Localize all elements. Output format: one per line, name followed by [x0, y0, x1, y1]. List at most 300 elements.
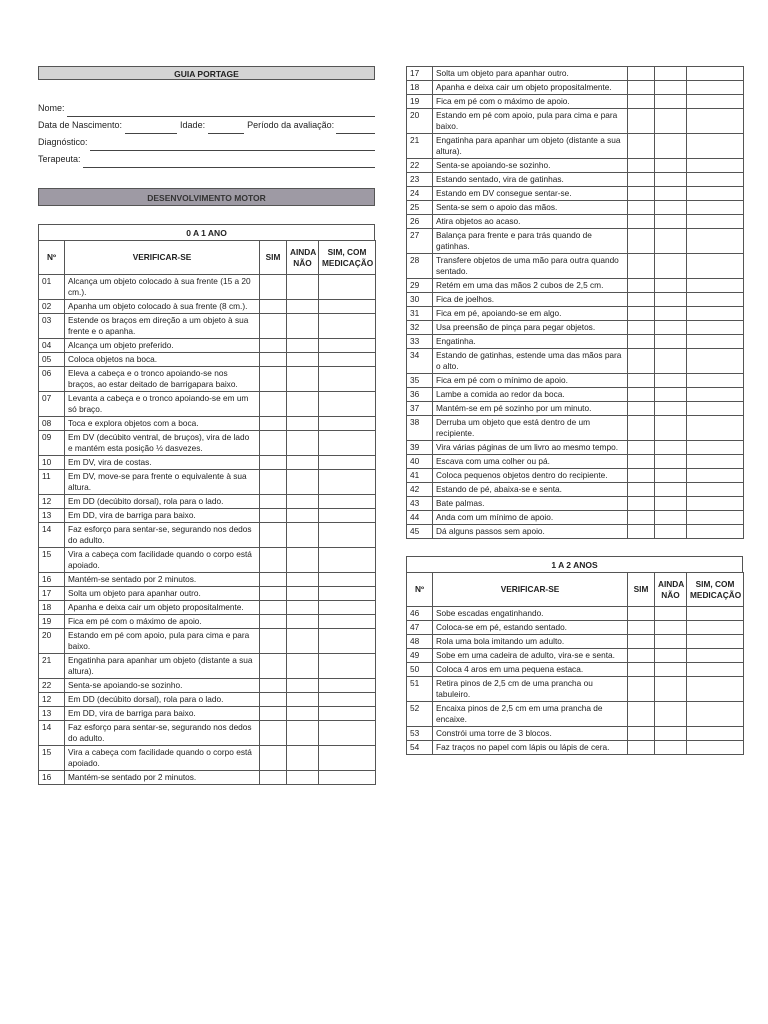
- sim-cell[interactable]: [628, 159, 655, 173]
- table-row: [39, 509, 376, 523]
- sim-cell[interactable]: [260, 300, 287, 314]
- ainda-nao-cell[interactable]: [655, 95, 687, 109]
- sim-cell[interactable]: [628, 469, 655, 483]
- ainda-nao-cell[interactable]: [655, 455, 687, 469]
- sim-com-medicacao-cell[interactable]: [319, 771, 376, 785]
- sim-com-medicacao-cell[interactable]: [687, 635, 744, 649]
- sim-com-medicacao-cell[interactable]: [687, 173, 744, 187]
- table-row: [407, 416, 744, 441]
- item-number: 14: [39, 523, 65, 548]
- sim-com-medicacao-cell[interactable]: [319, 456, 376, 470]
- sim-com-medicacao-cell[interactable]: [319, 392, 376, 417]
- sim-com-medicacao-cell[interactable]: [319, 470, 376, 495]
- sim-cell[interactable]: [628, 215, 655, 229]
- sim-cell[interactable]: [628, 702, 655, 727]
- sim-cell[interactable]: [628, 173, 655, 187]
- ainda-nao-cell[interactable]: [655, 483, 687, 497]
- sim-com-medicacao-cell[interactable]: [687, 293, 744, 307]
- document-title: GUIA PORTAGE: [38, 66, 375, 80]
- ainda-nao-cell[interactable]: [287, 353, 319, 367]
- item-number: 37: [407, 402, 433, 416]
- checklist-table-left: [38, 240, 376, 785]
- item-number: 08: [39, 417, 65, 431]
- sim-cell[interactable]: [260, 470, 287, 495]
- sim-com-medicacao-cell[interactable]: [687, 441, 744, 455]
- sim-com-medicacao-cell[interactable]: [687, 497, 744, 511]
- sim-cell[interactable]: [260, 367, 287, 392]
- sim-com-medicacao-cell[interactable]: [687, 388, 744, 402]
- sim-com-medicacao-cell[interactable]: [687, 279, 744, 293]
- sim-com-medicacao-cell[interactable]: [319, 509, 376, 523]
- sim-cell[interactable]: [260, 417, 287, 431]
- ainda-nao-cell[interactable]: [655, 293, 687, 307]
- item-description: Coloca 4 aros em uma pequena estaca.: [433, 663, 628, 677]
- item-number: 19: [407, 95, 433, 109]
- sim-cell[interactable]: [260, 548, 287, 573]
- table-row: [39, 629, 376, 654]
- ainda-nao-cell[interactable]: [655, 741, 687, 755]
- sim-com-medicacao-cell[interactable]: [687, 67, 744, 81]
- sim-cell[interactable]: [628, 349, 655, 374]
- sim-cell[interactable]: [628, 727, 655, 741]
- item-description: Em DV, vira de costas.: [65, 456, 260, 470]
- ainda-nao-cell[interactable]: [287, 587, 319, 601]
- ainda-nao-cell[interactable]: [287, 470, 319, 495]
- sim-cell[interactable]: [260, 339, 287, 353]
- item-number: 01: [39, 275, 65, 300]
- ainda-nao-cell[interactable]: [287, 314, 319, 339]
- ainda-nao-cell[interactable]: [287, 495, 319, 509]
- ainda-nao-cell[interactable]: [655, 229, 687, 254]
- sim-cell[interactable]: [628, 455, 655, 469]
- ainda-nao-cell[interactable]: [287, 746, 319, 771]
- sim-com-medicacao-cell[interactable]: [687, 187, 744, 201]
- sim-com-medicacao-cell[interactable]: [319, 548, 376, 573]
- item-description: Coloca pequenos objetos dentro do recipiente.: [433, 469, 628, 483]
- sim-cell[interactable]: [628, 635, 655, 649]
- therapist-field[interactable]: [83, 156, 375, 168]
- item-number: 32: [407, 321, 433, 335]
- sim-com-medicacao-cell[interactable]: [319, 587, 376, 601]
- sim-com-medicacao-cell[interactable]: [687, 727, 744, 741]
- sim-cell[interactable]: [260, 601, 287, 615]
- period-field[interactable]: [336, 122, 375, 134]
- ainda-nao-cell[interactable]: [655, 497, 687, 511]
- table-row: [39, 587, 376, 601]
- table-row: [407, 469, 744, 483]
- ainda-nao-cell[interactable]: [655, 649, 687, 663]
- item-number: 36: [407, 388, 433, 402]
- item-description: Dá alguns passos sem apoio.: [433, 525, 628, 539]
- ainda-nao-cell[interactable]: [287, 615, 319, 629]
- ainda-nao-cell[interactable]: [287, 339, 319, 353]
- sim-com-medicacao-cell[interactable]: [687, 81, 744, 95]
- dob-field[interactable]: [125, 122, 177, 134]
- sim-com-medicacao-cell[interactable]: [319, 679, 376, 693]
- ainda-nao-cell[interactable]: [655, 525, 687, 539]
- sim-cell[interactable]: [260, 314, 287, 339]
- item-number: 15: [39, 746, 65, 771]
- ainda-nao-cell[interactable]: [655, 663, 687, 677]
- item-number: 09: [39, 431, 65, 456]
- sim-com-medicacao-cell[interactable]: [687, 677, 744, 702]
- ainda-nao-cell[interactable]: [287, 721, 319, 746]
- sim-cell[interactable]: [628, 95, 655, 109]
- item-number: 25: [407, 201, 433, 215]
- item-number: 14: [39, 721, 65, 746]
- sim-cell[interactable]: [628, 525, 655, 539]
- sim-cell[interactable]: [628, 254, 655, 279]
- ainda-nao-cell[interactable]: [287, 392, 319, 417]
- header-ainda: AINDA NÃO: [655, 573, 687, 607]
- sim-cell[interactable]: [628, 649, 655, 663]
- ainda-nao-cell[interactable]: [655, 677, 687, 702]
- table-row: [407, 109, 744, 134]
- item-number: 12: [39, 495, 65, 509]
- item-description: Mantém-se em pé sozinho por um minuto.: [433, 402, 628, 416]
- item-number: 03: [39, 314, 65, 339]
- sim-com-medicacao-cell[interactable]: [687, 741, 744, 755]
- sim-com-medicacao-cell[interactable]: [319, 615, 376, 629]
- ainda-nao-cell[interactable]: [655, 388, 687, 402]
- sim-com-medicacao-cell[interactable]: [319, 707, 376, 721]
- item-description: Mantém-se sentado por 2 minutos.: [65, 573, 260, 587]
- table-row: [407, 254, 744, 279]
- ainda-nao-cell[interactable]: [655, 173, 687, 187]
- table-row: [407, 663, 744, 677]
- ainda-nao-cell[interactable]: [287, 456, 319, 470]
- table-row: [407, 187, 744, 201]
- sim-cell[interactable]: [628, 134, 655, 159]
- therapist-label: Terapeuta:: [38, 154, 81, 164]
- table-row: [39, 679, 376, 693]
- ainda-nao-cell[interactable]: [287, 275, 319, 300]
- sim-cell[interactable]: [260, 392, 287, 417]
- sim-com-medicacao-cell[interactable]: [687, 402, 744, 416]
- ainda-nao-cell[interactable]: [287, 629, 319, 654]
- table-row: [407, 727, 744, 741]
- sim-com-medicacao-cell[interactable]: [687, 321, 744, 335]
- item-number: 44: [407, 511, 433, 525]
- item-number: 51: [407, 677, 433, 702]
- ainda-nao-cell[interactable]: [287, 509, 319, 523]
- sim-com-medicacao-cell[interactable]: [687, 159, 744, 173]
- sim-cell[interactable]: [260, 573, 287, 587]
- sim-com-medicacao-cell[interactable]: [319, 431, 376, 456]
- sim-cell[interactable]: [260, 495, 287, 509]
- item-number: 31: [407, 307, 433, 321]
- table-row: [39, 392, 376, 417]
- header-num: Nº: [39, 241, 65, 275]
- table-row: [39, 456, 376, 470]
- sim-com-medicacao-cell[interactable]: [687, 416, 744, 441]
- sim-com-medicacao-cell[interactable]: [687, 455, 744, 469]
- sim-cell[interactable]: [260, 431, 287, 456]
- table-row: [407, 293, 744, 307]
- sim-cell[interactable]: [260, 353, 287, 367]
- sim-cell[interactable]: [628, 67, 655, 81]
- sim-com-medicacao-cell[interactable]: [687, 374, 744, 388]
- sim-com-medicacao-cell[interactable]: [319, 300, 376, 314]
- table-row: [39, 548, 376, 573]
- sim-cell[interactable]: [628, 374, 655, 388]
- ainda-nao-cell[interactable]: [655, 635, 687, 649]
- sim-cell[interactable]: [628, 607, 655, 621]
- table-row: [407, 702, 744, 727]
- left-column: [38, 66, 375, 785]
- sim-com-medicacao-cell[interactable]: [319, 314, 376, 339]
- item-description: Estando de pé, abaixa-se e senta.: [433, 483, 628, 497]
- item-description: Vira a cabeça com facilidade quando o corpo está apoiado.: [65, 746, 260, 771]
- item-description: Lambe a comida ao redor da boca.: [433, 388, 628, 402]
- item-description: Apanha e deixa cair um objeto propositalmente.: [65, 601, 260, 615]
- ainda-nao-cell[interactable]: [655, 621, 687, 635]
- sim-com-medicacao-cell[interactable]: [319, 353, 376, 367]
- sim-com-medicacao-cell[interactable]: [687, 649, 744, 663]
- sim-cell[interactable]: [628, 293, 655, 307]
- sim-com-medicacao-cell[interactable]: [687, 215, 744, 229]
- table-row: [39, 601, 376, 615]
- age-field[interactable]: [208, 122, 244, 134]
- ainda-nao-cell[interactable]: [655, 511, 687, 525]
- sim-com-medicacao-cell[interactable]: [319, 601, 376, 615]
- sim-cell[interactable]: [260, 509, 287, 523]
- sim-com-medicacao-cell[interactable]: [687, 702, 744, 727]
- ainda-nao-cell[interactable]: [287, 654, 319, 679]
- sim-com-medicacao-cell[interactable]: [687, 511, 744, 525]
- sim-com-medicacao-cell[interactable]: [687, 134, 744, 159]
- table-row: [407, 511, 744, 525]
- sim-com-medicacao-cell[interactable]: [319, 417, 376, 431]
- sim-com-medicacao-cell[interactable]: [687, 663, 744, 677]
- ainda-nao-cell[interactable]: [287, 367, 319, 392]
- item-number: 22: [407, 159, 433, 173]
- ainda-nao-cell[interactable]: [655, 254, 687, 279]
- item-description: Estando em pé com apoio, pula para cima e para baixo.: [65, 629, 260, 654]
- table-row: [407, 229, 744, 254]
- ainda-nao-cell[interactable]: [655, 416, 687, 441]
- sim-com-medicacao-cell[interactable]: [687, 349, 744, 374]
- ainda-nao-cell[interactable]: [655, 109, 687, 134]
- ainda-nao-cell[interactable]: [287, 300, 319, 314]
- ainda-nao-cell[interactable]: [655, 159, 687, 173]
- sim-cell[interactable]: [628, 388, 655, 402]
- sim-cell[interactable]: [628, 663, 655, 677]
- ainda-nao-cell[interactable]: [655, 134, 687, 159]
- sim-cell[interactable]: [628, 441, 655, 455]
- table-row: [39, 746, 376, 771]
- name-label: Nome:: [38, 103, 65, 113]
- sim-cell[interactable]: [628, 229, 655, 254]
- item-description: Bate palmas.: [433, 497, 628, 511]
- table-row: [407, 67, 744, 81]
- item-number: 19: [39, 615, 65, 629]
- item-number: 47: [407, 621, 433, 635]
- item-number: 16: [39, 573, 65, 587]
- sim-cell[interactable]: [260, 615, 287, 629]
- ainda-nao-cell[interactable]: [655, 727, 687, 741]
- sim-cell[interactable]: [628, 511, 655, 525]
- ainda-nao-cell[interactable]: [655, 81, 687, 95]
- sim-cell[interactable]: [260, 629, 287, 654]
- ainda-nao-cell[interactable]: [655, 349, 687, 374]
- table-row: [407, 402, 744, 416]
- table-row: [407, 607, 744, 621]
- name-field[interactable]: [67, 105, 375, 117]
- ainda-nao-cell[interactable]: [655, 402, 687, 416]
- ainda-nao-cell[interactable]: [287, 771, 319, 785]
- sim-com-medicacao-cell[interactable]: [319, 573, 376, 587]
- ainda-nao-cell[interactable]: [655, 201, 687, 215]
- item-description: Usa preensão de pinça para pegar objetos.: [433, 321, 628, 335]
- sim-cell[interactable]: [628, 621, 655, 635]
- sim-cell[interactable]: [628, 81, 655, 95]
- ainda-nao-cell[interactable]: [655, 607, 687, 621]
- sim-com-medicacao-cell[interactable]: [319, 693, 376, 707]
- sim-cell[interactable]: [260, 275, 287, 300]
- ainda-nao-cell[interactable]: [655, 702, 687, 727]
- sim-cell[interactable]: [628, 483, 655, 497]
- ainda-nao-cell[interactable]: [287, 523, 319, 548]
- ainda-nao-cell[interactable]: [655, 374, 687, 388]
- age-label: Idade:: [180, 120, 206, 130]
- sim-cell[interactable]: [260, 654, 287, 679]
- sim-cell[interactable]: [260, 707, 287, 721]
- header-verify: VERIFICAR-SE: [433, 573, 628, 607]
- sim-cell[interactable]: [260, 693, 287, 707]
- dob-line: [38, 117, 375, 134]
- ainda-nao-cell[interactable]: [655, 441, 687, 455]
- sim-cell[interactable]: [628, 741, 655, 755]
- sim-com-medicacao-cell[interactable]: [687, 95, 744, 109]
- sim-cell[interactable]: [628, 187, 655, 201]
- sim-com-medicacao-cell[interactable]: [687, 109, 744, 134]
- table-row: [407, 279, 744, 293]
- ainda-nao-cell[interactable]: [655, 215, 687, 229]
- ainda-nao-cell[interactable]: [287, 601, 319, 615]
- table-row: [407, 483, 744, 497]
- ainda-nao-cell[interactable]: [287, 679, 319, 693]
- item-description: Senta-se apoiando-se sozinho.: [65, 679, 260, 693]
- ainda-nao-cell[interactable]: [287, 548, 319, 573]
- item-number: 07: [39, 392, 65, 417]
- table-row: [39, 771, 376, 785]
- ainda-nao-cell[interactable]: [287, 573, 319, 587]
- sim-com-medicacao-cell[interactable]: [687, 483, 744, 497]
- sim-com-medicacao-cell[interactable]: [319, 495, 376, 509]
- item-number: 35: [407, 374, 433, 388]
- sim-cell[interactable]: [628, 677, 655, 702]
- item-description: Estando sentado, vira de gatinhas.: [433, 173, 628, 187]
- item-description: Em DD, vira de barriga para baixo.: [65, 707, 260, 721]
- sim-com-medicacao-cell[interactable]: [319, 721, 376, 746]
- sim-cell[interactable]: [628, 321, 655, 335]
- sim-cell[interactable]: [628, 335, 655, 349]
- sim-com-medicacao-cell[interactable]: [687, 229, 744, 254]
- sim-cell[interactable]: [628, 109, 655, 134]
- sim-cell[interactable]: [260, 679, 287, 693]
- sim-cell[interactable]: [628, 201, 655, 215]
- sim-com-medicacao-cell[interactable]: [319, 629, 376, 654]
- ainda-nao-cell[interactable]: [655, 187, 687, 201]
- sim-com-medicacao-cell[interactable]: [687, 307, 744, 321]
- item-number: 26: [407, 215, 433, 229]
- item-description: Sobe escadas engatinhando.: [433, 607, 628, 621]
- sim-com-medicacao-cell[interactable]: [687, 469, 744, 483]
- sim-com-medicacao-cell[interactable]: [687, 254, 744, 279]
- sim-com-medicacao-cell[interactable]: [687, 621, 744, 635]
- table-row: [39, 339, 376, 353]
- item-description: Engatinha.: [433, 335, 628, 349]
- diagnosis-field[interactable]: [90, 139, 375, 151]
- item-number: 18: [407, 81, 433, 95]
- sim-com-medicacao-cell[interactable]: [319, 523, 376, 548]
- sim-cell[interactable]: [260, 523, 287, 548]
- sim-com-medicacao-cell[interactable]: [319, 746, 376, 771]
- sim-cell[interactable]: [260, 771, 287, 785]
- ainda-nao-cell[interactable]: [655, 335, 687, 349]
- table-row: [39, 353, 376, 367]
- ainda-nao-cell[interactable]: [655, 321, 687, 335]
- sim-cell[interactable]: [260, 587, 287, 601]
- ainda-nao-cell[interactable]: [655, 279, 687, 293]
- table-row: [39, 431, 376, 456]
- table-row: [407, 374, 744, 388]
- sim-com-medicacao-cell[interactable]: [687, 607, 744, 621]
- sim-com-medicacao-cell[interactable]: [319, 654, 376, 679]
- item-number: 49: [407, 649, 433, 663]
- item-description: Em DD (decúbito dorsal), rola para o lado.: [65, 495, 260, 509]
- sim-com-medicacao-cell[interactable]: [687, 335, 744, 349]
- item-description: Em DD (decúbito dorsal), rola para o lado.: [65, 693, 260, 707]
- sim-cell[interactable]: [628, 307, 655, 321]
- sim-com-medicacao-cell[interactable]: [319, 275, 376, 300]
- ainda-nao-cell[interactable]: [287, 417, 319, 431]
- item-number: 30: [407, 293, 433, 307]
- sim-cell[interactable]: [260, 746, 287, 771]
- ainda-nao-cell[interactable]: [287, 431, 319, 456]
- sim-com-medicacao-cell[interactable]: [687, 525, 744, 539]
- sim-cell[interactable]: [628, 279, 655, 293]
- ainda-nao-cell[interactable]: [655, 307, 687, 321]
- sim-cell[interactable]: [628, 402, 655, 416]
- sim-cell[interactable]: [628, 497, 655, 511]
- ainda-nao-cell[interactable]: [655, 67, 687, 81]
- header-sim-med: SIM, COM MEDICAÇÃO: [319, 241, 376, 275]
- ainda-nao-cell[interactable]: [655, 469, 687, 483]
- table-row: [39, 693, 376, 707]
- table-row: [407, 81, 744, 95]
- period-label: Período da avaliação:: [247, 120, 335, 130]
- sim-com-medicacao-cell[interactable]: [319, 339, 376, 353]
- sim-cell[interactable]: [628, 416, 655, 441]
- item-number: 04: [39, 339, 65, 353]
- item-description: Anda com um mínimo de apoio.: [433, 511, 628, 525]
- sim-com-medicacao-cell[interactable]: [319, 367, 376, 392]
- item-description: Alcança um objeto preferido.: [65, 339, 260, 353]
- item-description: Fica em pé com o máximo de apoio.: [433, 95, 628, 109]
- item-number: 39: [407, 441, 433, 455]
- item-number: 17: [407, 67, 433, 81]
- sim-cell[interactable]: [260, 721, 287, 746]
- table-row: [407, 215, 744, 229]
- ainda-nao-cell[interactable]: [287, 693, 319, 707]
- table-row: [39, 275, 376, 300]
- sim-com-medicacao-cell[interactable]: [687, 201, 744, 215]
- item-number: 52: [407, 702, 433, 727]
- ainda-nao-cell[interactable]: [287, 707, 319, 721]
- sim-cell[interactable]: [260, 456, 287, 470]
